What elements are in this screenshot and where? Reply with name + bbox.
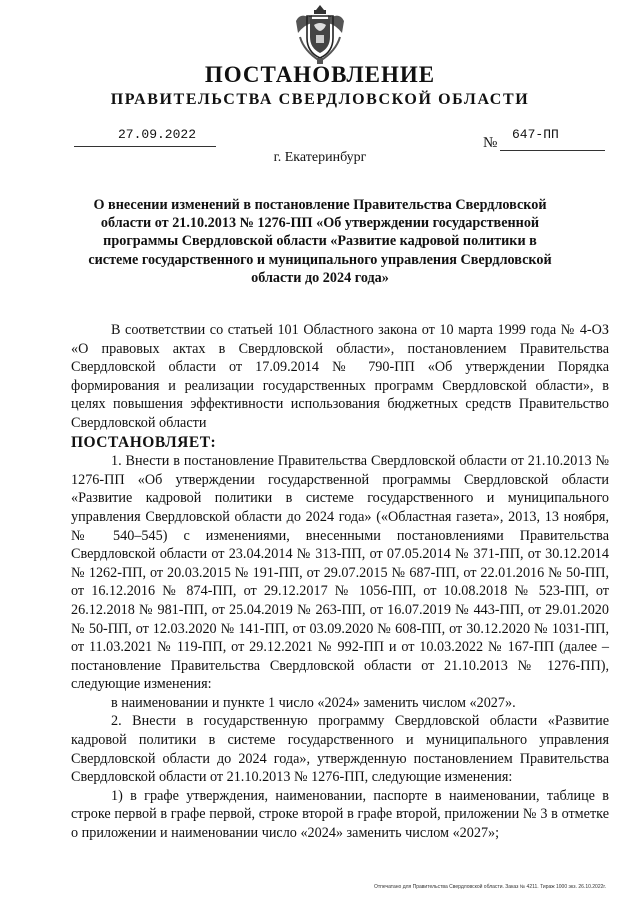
- item-paragraph: 1. Внести в постановление Правительства Свердловской области от 21.10.2013 № 1276-ПП «Об утверждении государственной программы Свердловской области «Развитие кадровой политики в системе государственного и муниципального управления Свердловской области до 2024 года» («Областная газета», 2013, 13 ноября, № 540–545) с изменениями, внесенными постановлениями Правительства Свердловской области от 23.04.2014 № 313-ПП, от 07.05.2014 № 371-ПП, от 30.12.2014 № 1262-ПП, от 20.03.2015 № 191-ПП, от 29.07.2015 № 687-ПП, от 22.01.2016 № 50-ПП, от 16.12.2016 № 874-ПП, от 29.12.2017 № 1056-ПП, от 10.08.2018 № 523-ПП, от 26.12.2018 № 981-ПП, от 25.04.2019 № 263-ПП, от 16.07.2019 № 443-ПП, от 29.01.2020 № 50-ПП, от 12.03.2020 № 141-ПП, от 03.09.2020 № 608-ПП, от 30.12.2020 № 1031-ПП, от 11.03.2021 № 119-ПП, от 29.12.2021 № 992-ПП и от 10.03.2022 № 167-ПП (далее – постановление Правительства Свердловской области от 21.10.2013 № 1276-ПП), следующие изменения:: [71, 453, 609, 693]
- doc-city: г. Екатеринбург: [273, 150, 367, 165]
- date-underline: [74, 146, 216, 147]
- coat-of-arms-icon: [290, 3, 350, 65]
- preamble-paragraph: В соответствии со статьей 101 Областного закона от 10 марта 1999 года № 4-ОЗ «О правовых актах в Свердловской области», постановлением Правительства Свердловской области от 17.09.2014 № 790-ПП «Об утверждении Порядка формирования и реализации государственных программ Свердловской области», в целях повышения эффективности использования бюджетных средств Правительство Свердловской области: [71, 322, 609, 431]
- item-paragraph: 2. Внести в государственную программу Свердловской области «Развитие кадровой политики в системе государственного и муниципального управления Свердловской области до 2024 года», утвержденную постановлением Правительства Свердловской области от 21.10.2013 № 1276-ПП, следующие изменения:: [71, 713, 609, 786]
- doc-type-heading: ПОСТАНОВЛЕНИЕ: [204, 62, 436, 87]
- issuer-heading: ПРАВИТЕЛЬСТВА СВЕРДЛОВСКОЙ ОБЛАСТИ: [110, 91, 530, 108]
- resolves-heading: ПОСТАНОВЛЯЕТ:: [71, 433, 217, 451]
- number-label: №: [483, 135, 498, 151]
- doc-date: 27.09.2022: [118, 127, 197, 142]
- item-paragraph: 1) в графе утверждения, наименовании, паспорте в наименовании, таблице в строке первой в графе первой, строке второй в графе второй, приложении № 3 в отметке о приложении и наименовании число «2024» заменить числом «2027»;: [71, 787, 609, 842]
- doc-body: [71, 321, 609, 843]
- item-paragraph: в наименовании и пункте 1 число «2024» заменить числом «2027».: [111, 694, 516, 711]
- print-footer: Отпечатано для Правительства Свердловской области. Заказ № 4211. Тираж 1000 экз. 26.10.2022г.: [373, 884, 606, 890]
- doc-title: О внесении изменений в постановление Правительства Свердловской области от 21.10.2013 № 1276-ПП «Об утверждении государственной программы Свердловской области «Развитие кадровой политики в системе государственного и муниципального управления Свердловской области до 2024 года»: [88, 197, 552, 286]
- doc-number: 647-ПП: [512, 127, 559, 142]
